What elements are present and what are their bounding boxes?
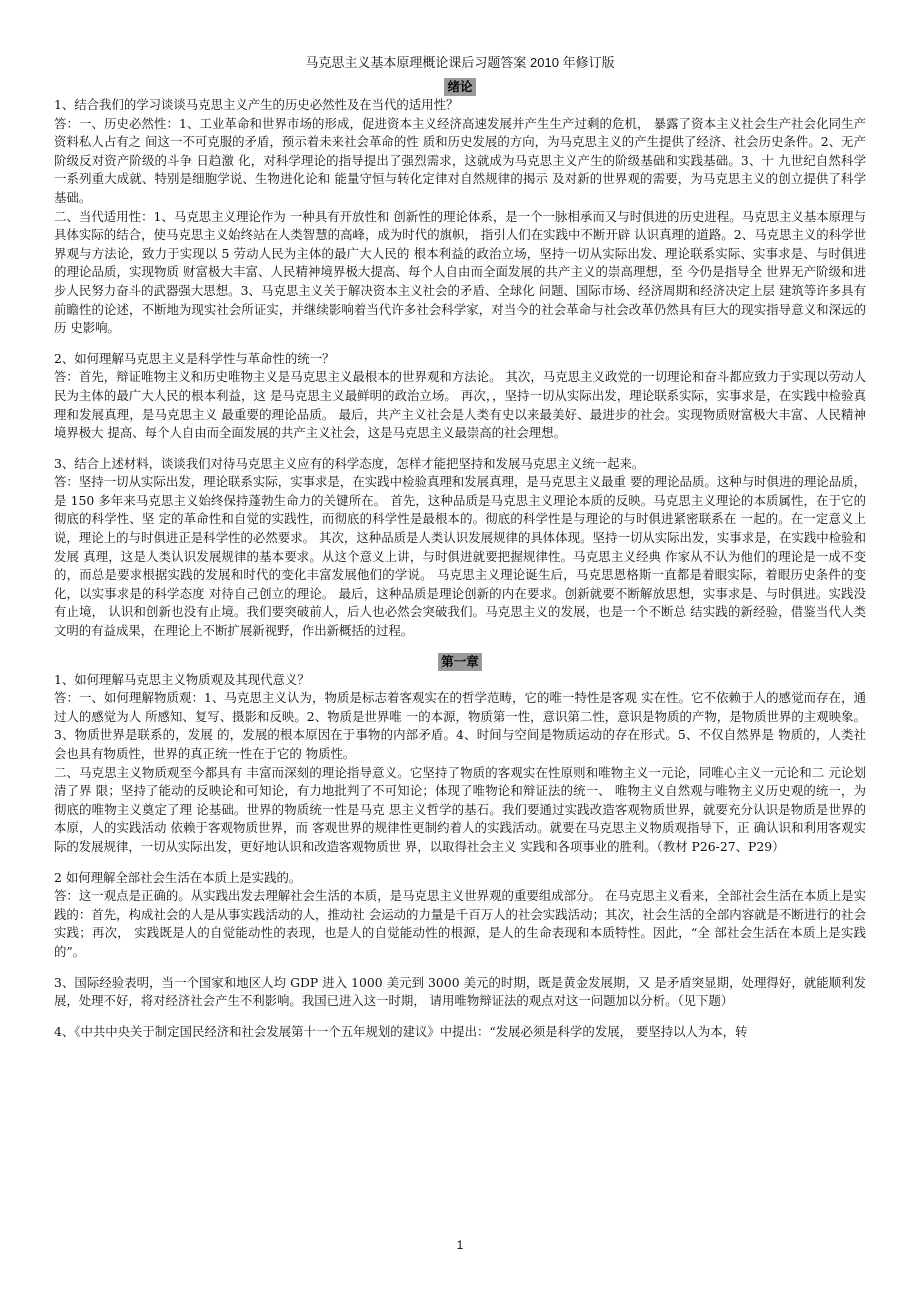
section-heading-intro <box>54 78 866 96</box>
answer-paragraph: 答：坚持一切从实际出发，理论联系实际，实事求是，在实践中检验真理和发展真理，是马克思主义最重 要的理论品质。这种与时俱进的理论品质，是 150 多年来马克思主义始终保持蓬勃生命力的关键所在。 首先，这种品质是马克思主义理论本质的反映。马克思主义理论的本质属性，在于它的彻底的科学性、坚 定的革命性和自觉的实践性，而彻底的科学性是最根本的。彻底的科学性是与理论的与时俱进紧密联系在 一起的。在一定意义上说，理论上的与时俱进正是科学性的必然要求。 其次，这种品质是人类认识发展规律的具体体现。坚持一切从实际出发，实事求是，在实践中检验和发展 真理，这是人类认识发展规律的基本要求。从这个意义上讲，与时俱进就要把握规律性。马克思主义经典 作家从不认为他们的理论是一成不变的，而总是要求根据实践的发展和时代的变化丰富发展他们的学说。 马克思主义理论诞生后，马克思恩格斯一直都是着眼实际，着眼历史条件的变化，以实事求是的科学态度 对待自己创立的理论。 最后，这种品质是理论创新的内在要求。创新就要不断解放思想，实事求是、与时俱进。实践没有止境， 认识和创新也没有止境。我们要突破前人，后人也必然会突破我们。马克思主义的发展，也是一个不断总 结实践的新经验，借鉴当代人类文明的有益成果，在理论上不断扩展新视野，作出新概括的过程。 <box>54 474 866 639</box>
chapter1-question-2 <box>54 869 866 962</box>
answer-paragraph: 答：首先，辩证唯物主义和历史唯物主义是马克思主义最根本的世界观和方法论。 其次，马克思主义政党的一切理论和奋斗都应致力于实现以劳动人民为主体的最广大人民的根本利益，这 是马克思主义最鲜明的政治立场。 再次，，坚持一切从实际出发，理论联系实际，实事求是，在实践中检验真理和发展真理，是马克思主义 最重要的理论品质。 最后，共产主义社会是人类有史以来最美好、最进步的社会。实现物质财富极大丰富、人民精神境界极大 提高、每个人自由而全面发展的共产主义社会，这是马克思主义最崇高的社会理想。 <box>54 369 866 441</box>
question-text: 4、《中共中央关于制定国民经济和社会发展第十一个五年规划的建议》中提出：“发展必须是科学的发展， 要坚持以人为本，转 <box>54 1023 748 1039</box>
question-text: 2、如何理解马克思主义是科学性与革命性的统一？ <box>54 350 335 366</box>
question-text: 3、国际经验表明，当一个国家和地区人均 GDP 进入 1000 美元到 3000 美元的时期，既是黄金发展期，又 是矛盾突显期，处理得好，就能顺利发展，处理不好，将对经济社会产生不利影响。我国已进入这一时期， 请用唯物辩证法的观点对这一问题加以分析。（见下题） <box>54 974 866 1009</box>
section-heading-chapter-1 <box>54 653 866 671</box>
answer-paragraph: 答：这一观点是正确的。从实践出发去理解社会生活的本质，是马克思主义世界观的重要组成部分。 在马克思主义看来，全部社会生活在本质上是实践的：首先，构成社会的人是从事实践活动的人，推动社 会运动的力量是千百万人的社会实践活动；其次，社会生活的全部内容就是不断进行的社会实践；再次， 实践既是人的自觉能动性的表现，也是人的自觉能动性的根源，是人的生命表现和本质特性。因此，“全 部社会生活在本质上是实践的”。 <box>54 888 866 959</box>
question-text: 3、结合上述材料，谈谈我们对待马克思主义应有的科学态度，怎样才能把坚持和发展马克思主义统一起来。 <box>54 455 645 471</box>
answer-paragraph: 答：一、历史必然性：1、工业革命和世界市场的形成，促进资本主义经济高速发展并产生生产过剩的危机， 暴露了资本主义社会生产社会化同生产资料私人占有之 间这一不可克服的矛盾，预示着未来社会革命的性 质和历史发展的方向，为马克思主义的产生提供了经济、社会历史条件。2、无产阶级反对资产阶级的斗争 日趋激 化，对科学理论的指导提出了强烈需求，这就成为马克思主义产生的阶级基础和实践基础。3、十 九世纪自然科学一系列重大成就、特别是细胞学说、生物进化论和 能量守恒与转化定律对自然规律的揭示 及对新的世界观的需要，为马克思主义的创立提供了科学基础。 <box>54 115 866 205</box>
question-text: 2 如何理解全部社会生活在本质上是实践的。 <box>54 869 302 885</box>
section-heading-chapter-1-label: 第一章 <box>438 653 482 671</box>
chapter1-question-1 <box>54 671 866 857</box>
chapter1-question-3 <box>54 974 866 1011</box>
answer-paragraph: 二、当代适用性：1、马克思主义理论作为 一种具有开放性和 创新性的理论体系，是一个一脉相承而又与时俱进的历史进程。马克思主义基本原理与 具体实际的结合，使马克思主义始终站在人类智慧的高峰，成为时代的旗帜， 指引人们在实践中不断开辟 认识真理的道路。2、马克思主义的科学世界观与方法论，致力于实现以 5 劳动人民为主体的最广大人民的 根本利益的政治立场，坚持一切从实际出发、理论联系实际、实事求是、与时俱进的理论品质，实现物质 财富极大丰富、人民精神境界极大提高、每个人自由而全面发展的共产主义的崇高理想，至 今仍是指导全 世界无产阶级和进步人民努力奋斗的武器强大思想。3、马克思主义关于解决资本主义社会的矛盾、全球化 问题、国际市场、经济周期和经济决定上层 建筑等许多具有前瞻性的论述，不断地为现实社会所证实，并继续影响着当代许多社会科学家，对当今的社会革命与社会改革仍然具有巨大的现实指导意义和深远的 历 史影响。 <box>54 208 866 336</box>
answer-paragraph: 二、马克思主义物质观至今都具有 丰富而深刻的理论指导意义。它坚持了物质的客观实在性原则和唯物主义一元论，同唯心主义一元论和二 元论划清了界 限；坚持了能动的反映论和可知论，有力地批判了不可知论；体现了唯物论和辩证法的统一、 唯物主义自然观与唯物主义历史观的统一，为彻底的唯物主义奠定了理 论基础。世界的物质统一性是马克 思主义哲学的基石。我们要通过实践改造客观物质世界，就要充分认识是物质是世界的本原，人的实践活动 依赖于客观物质世界，而 客观世界的规律性更制约着人的实践活动。就要在马克思主义物质观指导下，正 确认识和利用客观实际的发展规律，一切从实际出发，更好地认识和改造客观物质世 界，以取得社会主义 实践和各项事业的胜利。（教材 P26-27、P29） <box>54 764 866 854</box>
intro-question-3 <box>54 455 866 641</box>
intro-question-1 <box>54 96 866 338</box>
chapter1-question-4 <box>54 1023 866 1042</box>
page-number: 1 <box>456 1238 464 1252</box>
intro-question-2 <box>54 350 866 443</box>
document-title: 马克思主义基本原理概论课后习题答案 2010 年修订版 <box>305 55 615 70</box>
document-page <box>54 54 866 1041</box>
question-text: 1、结合我们的学习谈谈马克思主义产生的历史必然性及在当代的适用性？ <box>54 97 459 112</box>
section-heading-intro-label: 绪论 <box>444 78 475 96</box>
answer-paragraph: 答：一、如何理解物质观：1、马克思主义认为，物质是标志着客观实在的哲学范畴，它的唯一特性是客观 实在性。它不依赖于人的感觉而存在，通过人的感觉为人 所感知、复写、摄影和反映。2、物质是世界唯 一的本源，物质第一性，意识第二性，意识是物质的产物，是物质世界的主观映象。3、物质世界是联系的，发展 的，发展的根本原因在于事物的内部矛盾。4、时间与空间是物质运动的存在形式。5、不仅自然界是 物质的，人类社会也具有物质性，世界的真正统一性在于它的 物质性。 <box>54 690 866 761</box>
question-text: 1、如何理解马克思主义物质观及其现代意义？ <box>54 671 310 687</box>
